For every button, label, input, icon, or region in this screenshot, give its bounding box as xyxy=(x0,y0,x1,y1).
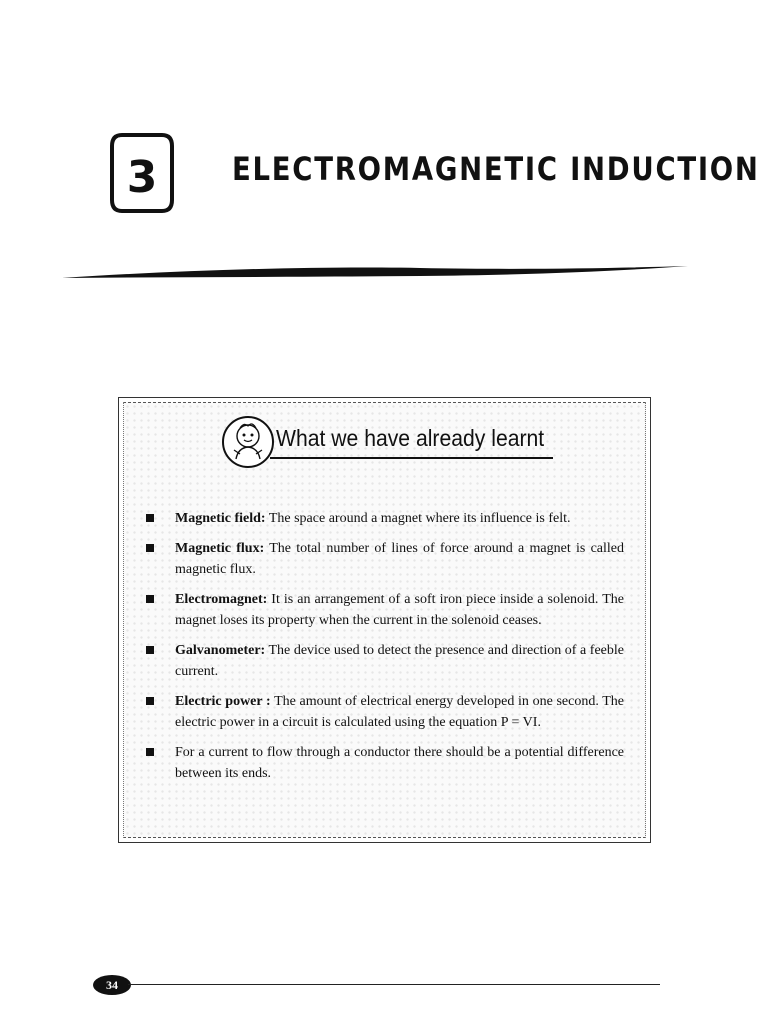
heading-underline xyxy=(270,457,553,459)
item-term: Magnetic field: xyxy=(175,511,266,526)
item-text: It is an arrangement of a soft iron piece inside a solenoid. The magnet loses its property when the current in the solenoid ceases. xyxy=(175,592,624,628)
square-bullet-icon xyxy=(146,646,154,654)
chapter-title: ELECTROMAGNETIC INDUCTION xyxy=(232,150,760,188)
square-bullet-icon xyxy=(146,514,154,522)
title-swoosh-divider xyxy=(60,262,690,284)
item-text: The amount of electrical energy developed in one second. The electric power in a circuit is calculated using the equation P = VI. xyxy=(175,694,624,730)
item-text: The space around a magnet where its influence is felt. xyxy=(265,511,571,526)
item-term: Electric power : xyxy=(175,694,271,709)
list-item xyxy=(144,640,624,682)
chapter-number-frame xyxy=(108,132,176,214)
list-item xyxy=(144,589,624,631)
square-bullet-icon xyxy=(146,697,154,705)
page-number: 34 xyxy=(93,975,131,995)
square-bullet-icon xyxy=(146,544,154,552)
list-item xyxy=(144,538,624,580)
chapter-number: 3 xyxy=(126,152,158,203)
square-bullet-icon xyxy=(146,748,154,756)
learnt-list xyxy=(144,508,624,793)
chapter-number-badge xyxy=(108,132,176,214)
cartoon-child-icon xyxy=(220,414,280,470)
list-item xyxy=(144,508,624,529)
item-text: The total number of lines of force around a magnet is called magnetic flux. xyxy=(175,541,624,577)
item-term: Galvanometer: xyxy=(175,643,266,658)
item-text: The device used to detect the presence and direction of a feeble current. xyxy=(175,643,624,679)
square-bullet-icon xyxy=(146,595,154,603)
section-heading: What we have already learnt xyxy=(276,425,545,451)
footer-rule xyxy=(128,984,660,985)
list-item xyxy=(144,742,624,784)
list-item xyxy=(144,691,624,733)
item-term: Electromagnet: xyxy=(175,592,268,607)
item-text: For a current to flow through a conductor there should be a potential difference between its ends. xyxy=(175,745,624,781)
item-term: Magnetic flux: xyxy=(175,541,265,556)
